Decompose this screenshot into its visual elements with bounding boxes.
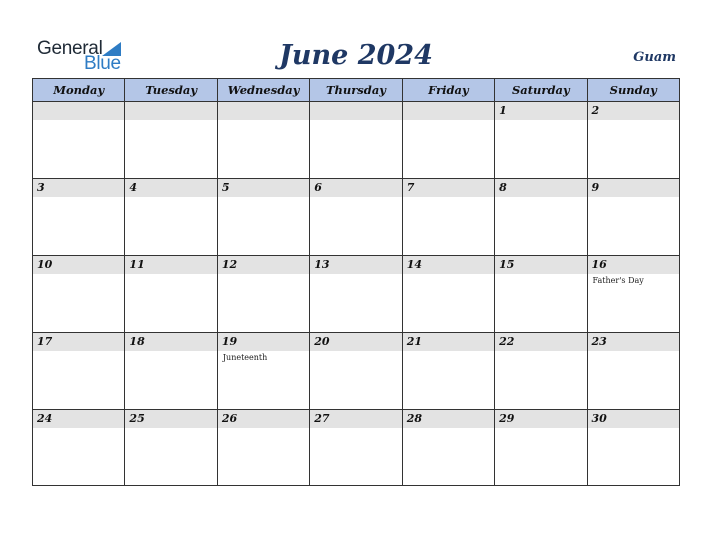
day-number: 27 [314, 412, 330, 425]
day-number: 19 [221, 335, 238, 348]
day-cell [218, 333, 310, 409]
region-label: Guam [633, 50, 676, 65]
day-number: 23 [591, 335, 607, 348]
day-number: 22 [499, 335, 515, 348]
day-number: 28 [406, 412, 422, 425]
day-cell [33, 256, 125, 332]
day-cell [33, 102, 125, 178]
logo-word-blue: Blue [84, 53, 121, 74]
calendar-title: June 2024 [279, 40, 433, 71]
day-cell [588, 256, 679, 332]
day-number: 16 [591, 258, 607, 271]
day-cell [403, 256, 495, 332]
day-number: 8 [499, 181, 507, 194]
holiday-label: Juneteenth [222, 353, 268, 362]
week-row [33, 179, 679, 256]
day-cell [125, 333, 217, 409]
day-number: 6 [314, 181, 322, 194]
day-number: 5 [221, 181, 230, 194]
day-number: 7 [406, 181, 415, 194]
day-cell [218, 179, 310, 255]
day-cell [33, 179, 125, 255]
day-cell [125, 410, 217, 486]
day-cell-header [218, 102, 309, 120]
day-cell-header [218, 179, 309, 197]
logo-word-general: General [37, 38, 103, 59]
day-cell-header [495, 179, 586, 197]
day-number: 2 [591, 104, 600, 117]
weekday-header: Thursday [310, 79, 402, 101]
day-number: 14 [406, 258, 422, 271]
day-cell [588, 102, 679, 178]
day-cell-header [495, 102, 586, 120]
day-cell [403, 102, 495, 178]
weeks-container [33, 102, 679, 486]
day-number: 4 [129, 181, 138, 194]
day-cell-header [33, 179, 124, 197]
day-cell [495, 179, 587, 255]
day-cell [125, 256, 217, 332]
day-cell [403, 410, 495, 486]
day-cell [310, 410, 402, 486]
day-number: 13 [314, 258, 330, 271]
day-cell [125, 179, 217, 255]
weekday-header: Saturday [495, 79, 587, 101]
day-cell [218, 256, 310, 332]
day-number: 12 [221, 258, 238, 271]
day-number: 17 [37, 335, 53, 348]
day-number: 1 [499, 104, 507, 117]
day-cell-header [588, 179, 679, 197]
day-number: 26 [221, 412, 238, 425]
day-cell [495, 102, 587, 178]
day-cell [310, 102, 402, 178]
day-number: 18 [129, 335, 145, 348]
day-cell-header [125, 179, 216, 197]
day-cell [495, 410, 587, 486]
day-number: 10 [37, 258, 53, 271]
day-number: 20 [314, 335, 330, 348]
week-row [33, 102, 679, 179]
day-number: 9 [591, 181, 600, 194]
day-cell [310, 256, 402, 332]
day-cell [403, 333, 495, 409]
day-cell [495, 256, 587, 332]
day-cell-header [403, 179, 494, 197]
weekday-header: Tuesday [125, 79, 217, 101]
week-row [33, 256, 679, 333]
week-row [33, 333, 679, 410]
day-cell [125, 102, 217, 178]
day-cell-header [310, 102, 401, 120]
weekday-header: Monday [33, 79, 125, 101]
day-cell [33, 410, 125, 486]
weekday-header-row [33, 79, 679, 102]
day-cell [218, 102, 310, 178]
day-cell [588, 410, 679, 486]
calendar-grid [32, 78, 680, 486]
day-cell-header [403, 102, 494, 120]
day-number: 21 [406, 335, 422, 348]
day-number: 3 [37, 181, 45, 194]
day-number: 11 [129, 258, 145, 271]
day-cell-header [33, 102, 124, 120]
day-cell-header [125, 102, 216, 120]
day-cell-header [588, 102, 679, 120]
day-cell [588, 333, 679, 409]
day-number: 30 [591, 412, 607, 425]
day-cell [218, 410, 310, 486]
day-cell [588, 179, 679, 255]
day-cell [310, 333, 402, 409]
day-number: 15 [499, 258, 515, 271]
day-number: 29 [499, 412, 515, 425]
day-number: 25 [129, 412, 145, 425]
weekday-header: Wednesday [218, 79, 310, 101]
week-row [33, 410, 679, 486]
day-cell-header [310, 179, 401, 197]
day-cell [495, 333, 587, 409]
day-number: 24 [37, 412, 53, 425]
day-cell [310, 179, 402, 255]
day-cell [33, 333, 125, 409]
holiday-label: Father's Day [592, 276, 644, 285]
weekday-header: Friday [403, 79, 495, 101]
weekday-header: Sunday [609, 83, 657, 97]
day-cell [403, 179, 495, 255]
